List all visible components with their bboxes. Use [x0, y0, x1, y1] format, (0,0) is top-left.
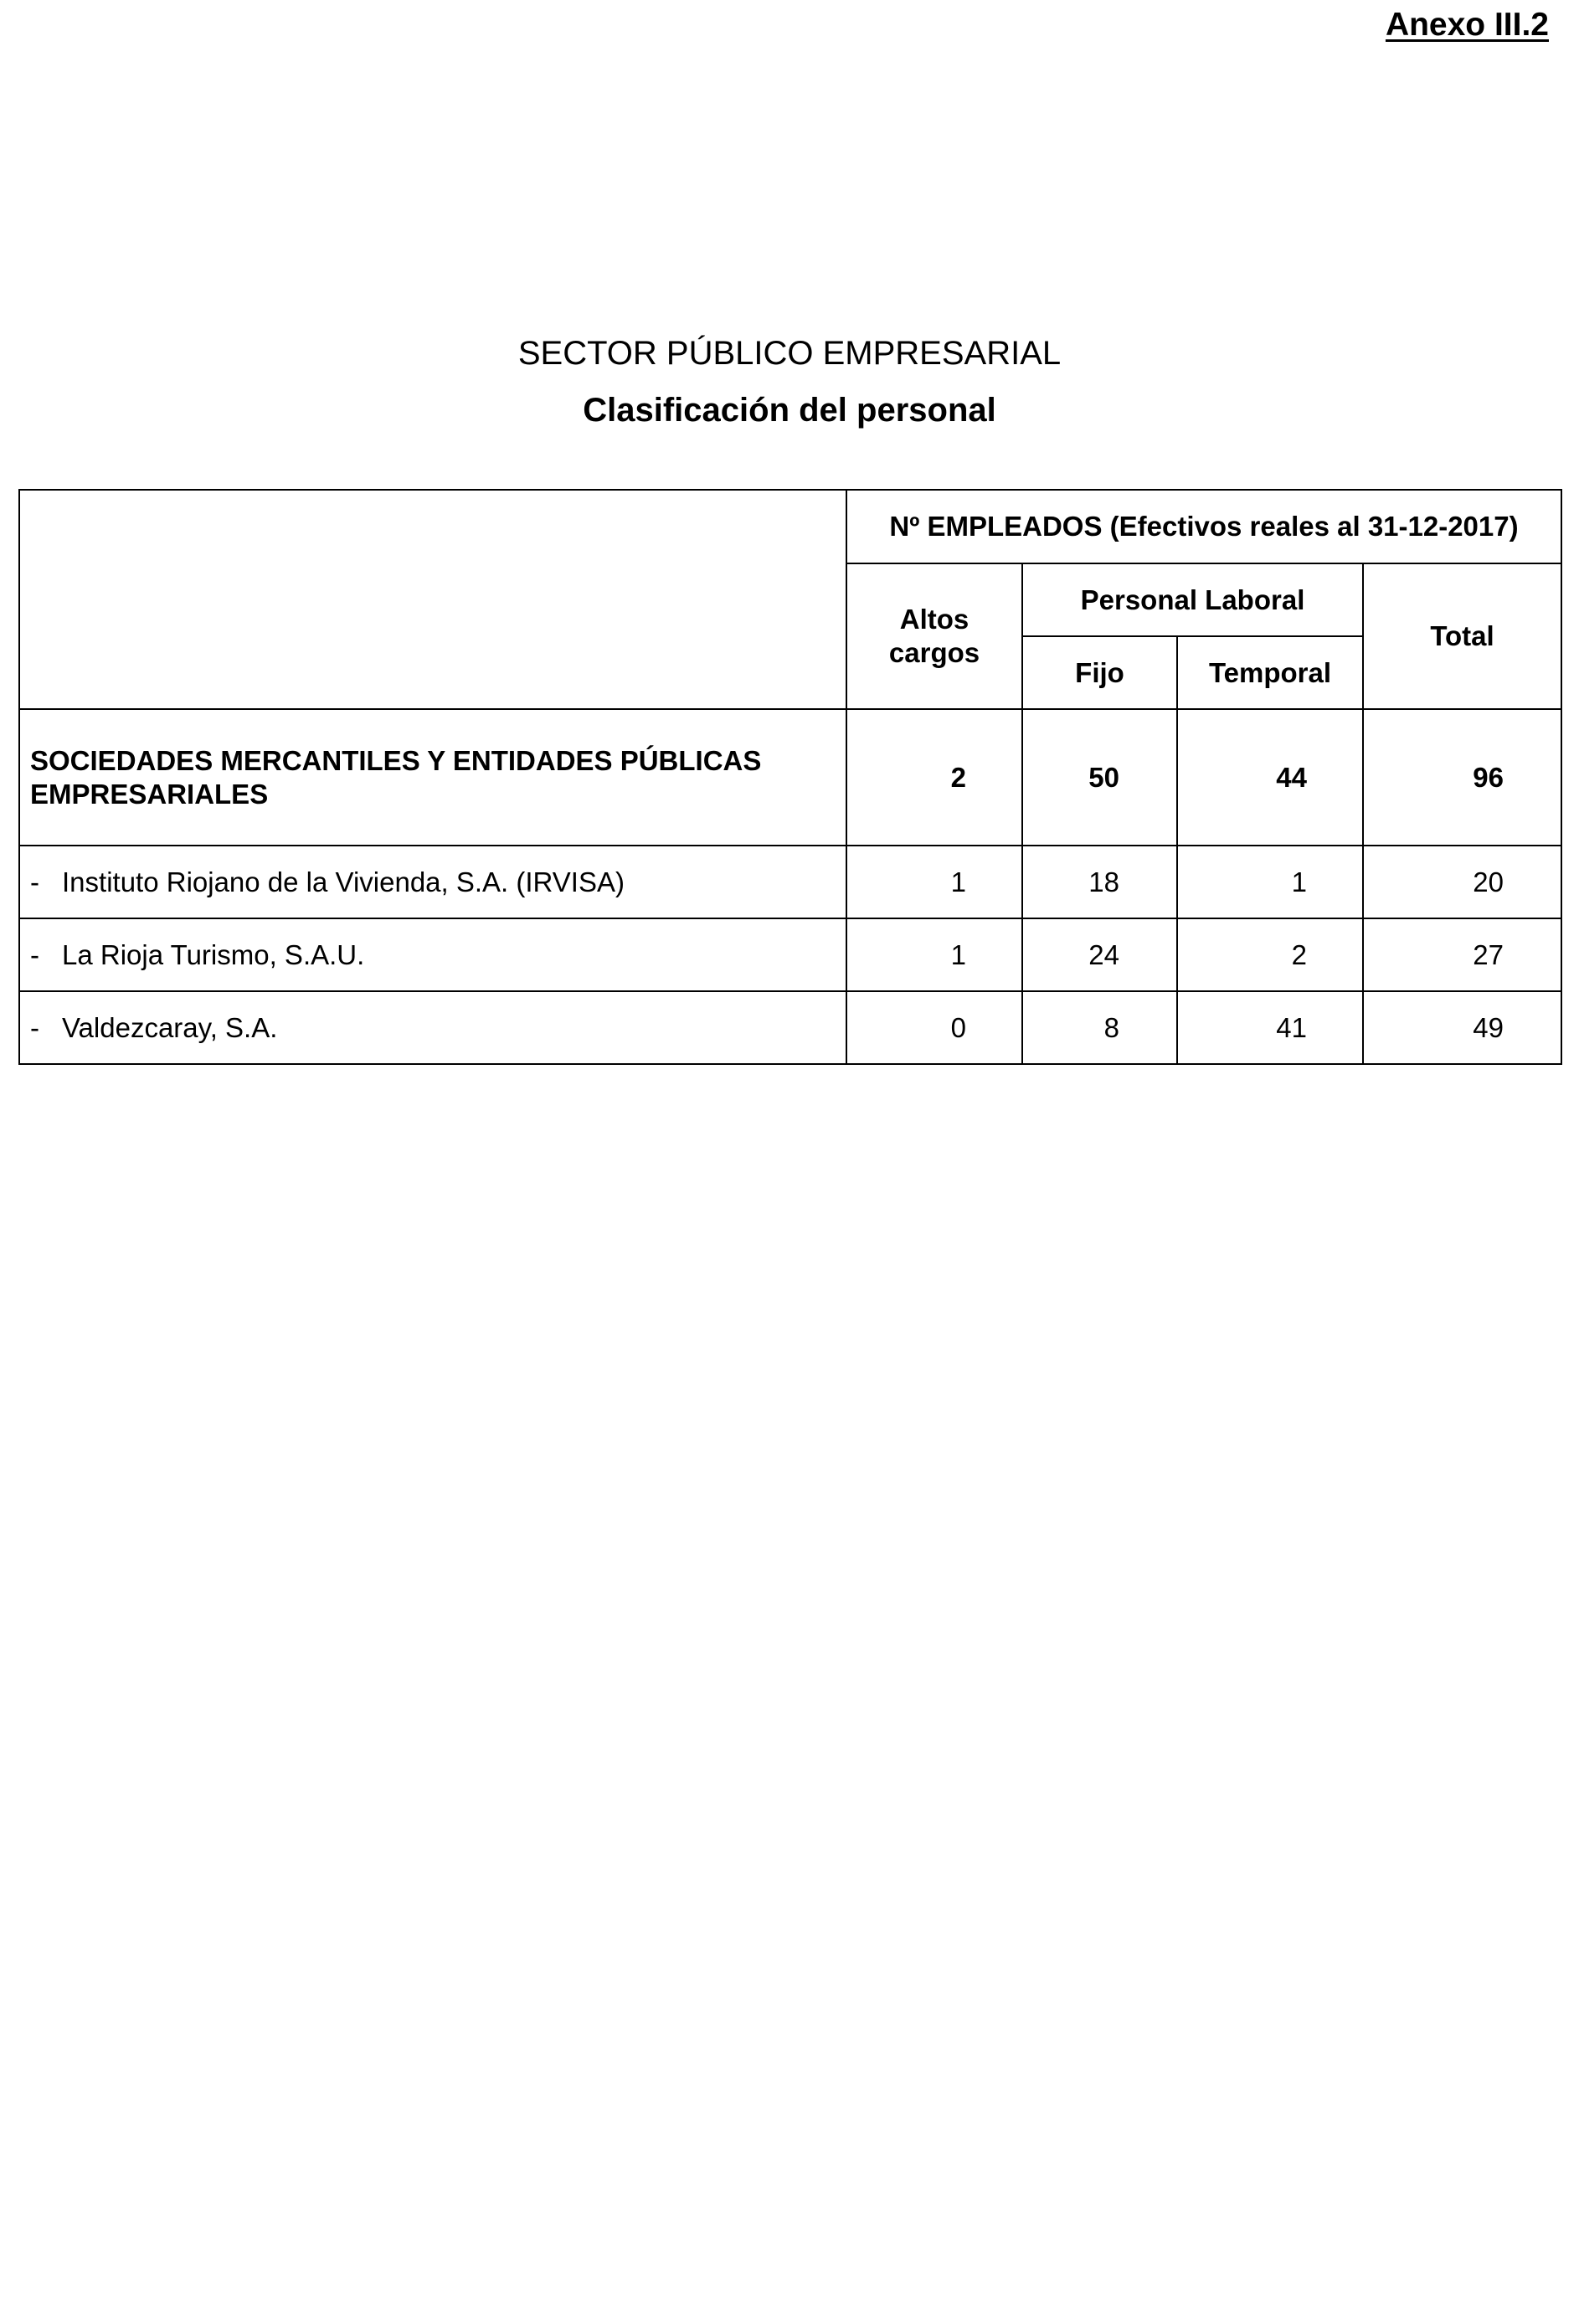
- fijo-value: 8: [1022, 991, 1177, 1064]
- header-row-1: [19, 490, 1561, 563]
- page-title: SECTOR PÚBLICO EMPRESARIAL: [517, 335, 1062, 372]
- fijo-value: 18: [1022, 846, 1177, 918]
- entity-name-cell: [19, 846, 846, 918]
- fijo-header: Fijo: [1022, 636, 1177, 709]
- row-dash: -: [30, 866, 39, 897]
- temporal-value: 41: [1177, 991, 1363, 1064]
- summary-temporal: 44: [1177, 709, 1363, 846]
- table-row: [19, 918, 1561, 991]
- total-header: Total: [1363, 563, 1561, 709]
- altos-value: 1: [846, 846, 1022, 918]
- altos-cargos-line1: Altos: [899, 604, 970, 635]
- temporal-value: 1: [1177, 846, 1363, 918]
- altos-cargos-header: [846, 563, 1022, 709]
- altos-value: 0: [846, 991, 1022, 1064]
- summary-label-line1: SOCIEDADES MERCANTILES Y ENTIDADES PÚBLICAS: [30, 744, 762, 776]
- total-value: 49: [1363, 991, 1561, 1064]
- temporal-header: Temporal: [1177, 636, 1363, 709]
- summary-label-line2: EMPRESARIALES: [30, 778, 269, 810]
- row-dash: -: [30, 1011, 39, 1043]
- personal-laboral-header: Personal Laboral: [1022, 563, 1363, 636]
- summary-total: 96: [1363, 709, 1561, 846]
- temporal-value: 2: [1177, 918, 1363, 991]
- entity-name-cell: [19, 991, 846, 1064]
- summary-row: [19, 709, 1561, 846]
- total-value: 20: [1363, 846, 1561, 918]
- entity-name: La Rioja Turismo, S.A.U.: [62, 938, 365, 970]
- personnel-table: [18, 489, 1562, 1065]
- summary-fijo: 50: [1022, 709, 1177, 846]
- altos-value: 1: [846, 918, 1022, 991]
- annex-label: Anexo III.2: [1385, 7, 1549, 43]
- entity-name: Valdezcaray, S.A.: [62, 1011, 278, 1043]
- fijo-value: 24: [1022, 918, 1177, 991]
- page-subtitle: Clasificación del personal: [583, 392, 996, 429]
- entity-name-cell: [19, 918, 846, 991]
- summary-label: [19, 709, 846, 846]
- employees-group-header: Nº EMPLEADOS (Efectivos reales al 31-12-2017): [846, 490, 1561, 563]
- header-blank-cell: [19, 490, 846, 709]
- summary-altos: 2: [846, 709, 1022, 846]
- table-row: [19, 991, 1561, 1064]
- table-row: [19, 846, 1561, 918]
- altos-cargos-line2: cargos: [888, 637, 980, 668]
- row-dash: -: [30, 938, 39, 970]
- total-value: 27: [1363, 918, 1561, 991]
- entity-name: Instituto Riojano de la Vivienda, S.A. (IRVISA): [62, 866, 625, 897]
